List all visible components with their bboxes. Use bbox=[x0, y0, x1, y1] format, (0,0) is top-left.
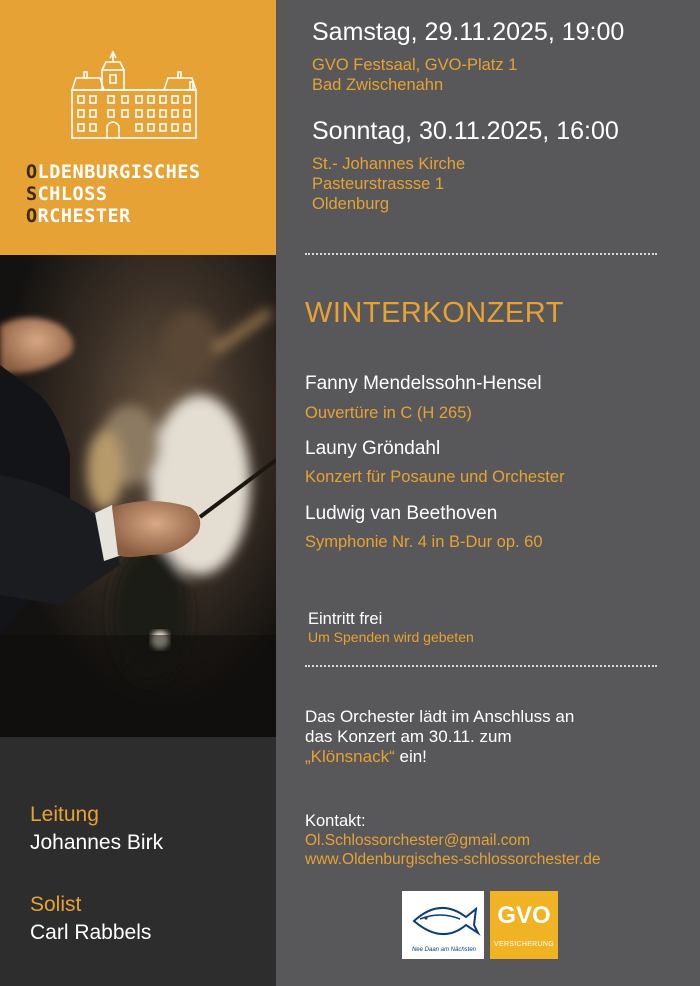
solist-role: Solist bbox=[30, 893, 82, 916]
event-date: Sonntag, 30.11.2025, 16:00 bbox=[312, 117, 619, 145]
composer-name: Launy Gröndahl bbox=[305, 438, 441, 459]
work-title: Ouvertüre in C (H 265) bbox=[305, 404, 472, 422]
venue-line: St.- Johannes Kirche bbox=[312, 155, 466, 173]
klonsnack-highlight: „Klönsnack“ bbox=[305, 747, 395, 766]
invitation-text bbox=[305, 707, 574, 767]
invitation-line bbox=[305, 747, 574, 767]
invitation-line: das Konzert am 30.11. zum bbox=[305, 727, 512, 746]
venue-line: Oldenburg bbox=[312, 195, 390, 213]
dotted-divider bbox=[305, 253, 657, 255]
composer-name: Fanny Mendelssohn-Hensel bbox=[305, 373, 542, 394]
work-title: Konzert für Posaune und Orchester bbox=[305, 468, 565, 486]
conductor-image bbox=[0, 255, 276, 737]
fish-tagline: Nee Daan am Nächsten bbox=[411, 947, 477, 953]
event-date: Samstag, 29.11.2025, 19:00 bbox=[312, 18, 625, 46]
gvo-name: GVO bbox=[497, 902, 551, 929]
credit-solist bbox=[30, 893, 151, 945]
castle-icon bbox=[64, 48, 204, 142]
conductor-photo bbox=[0, 255, 276, 737]
orchestra-name-line: CHLOSS bbox=[37, 184, 108, 205]
work-title: Symphonie Nr. 4 in B-Dur op. 60 bbox=[305, 533, 543, 551]
orchestra-name-line: LDENBURGISCHES bbox=[37, 162, 201, 183]
event-venue bbox=[312, 55, 517, 95]
left-column bbox=[0, 0, 276, 986]
church-fish-logo bbox=[402, 891, 484, 959]
contact-email[interactable]: Ol.Schlossorchester@gmail.com bbox=[305, 832, 531, 849]
orchestra-initial: S bbox=[26, 184, 38, 205]
invitation-suffix: ein! bbox=[394, 747, 427, 766]
contact-website[interactable]: www.Oldenburgisches-schlossorchester.de bbox=[305, 851, 601, 868]
orchestra-logo-block bbox=[0, 0, 276, 255]
invitation-line: Das Orchester lädt im Anschluss an bbox=[305, 707, 575, 726]
credit-leitung bbox=[30, 803, 163, 855]
venue-line: Bad Zwischenahn bbox=[312, 76, 444, 94]
leitung-name: Johannes Birk bbox=[30, 831, 164, 854]
admission-label: Eintritt frei bbox=[308, 610, 383, 628]
contact-label: Kontakt: bbox=[305, 812, 366, 830]
solist-name: Carl Rabbels bbox=[30, 921, 152, 944]
orchestra-name-line: RCHESTER bbox=[37, 206, 131, 227]
contact-block bbox=[305, 812, 601, 869]
composer-name: Ludwig van Beethoven bbox=[305, 503, 498, 524]
event-venue bbox=[312, 154, 465, 214]
fish-icon bbox=[402, 891, 484, 947]
orchestra-name bbox=[26, 162, 201, 228]
gvo-sub: VERSICHERUNG bbox=[494, 941, 554, 948]
venue-line: GVO Festsaal, GVO-Platz 1 bbox=[312, 56, 518, 74]
gvo-logo bbox=[490, 891, 558, 959]
orchestra-initial: O bbox=[26, 162, 38, 183]
admission-note: Um Spenden wird gebeten bbox=[308, 629, 474, 645]
venue-line: Pasteurstrassse 1 bbox=[312, 175, 445, 193]
orchestra-initial: O bbox=[26, 206, 38, 227]
dotted-divider bbox=[305, 665, 657, 667]
leitung-role: Leitung bbox=[30, 803, 99, 826]
concert-title: WINTERKONZERT bbox=[305, 297, 564, 329]
